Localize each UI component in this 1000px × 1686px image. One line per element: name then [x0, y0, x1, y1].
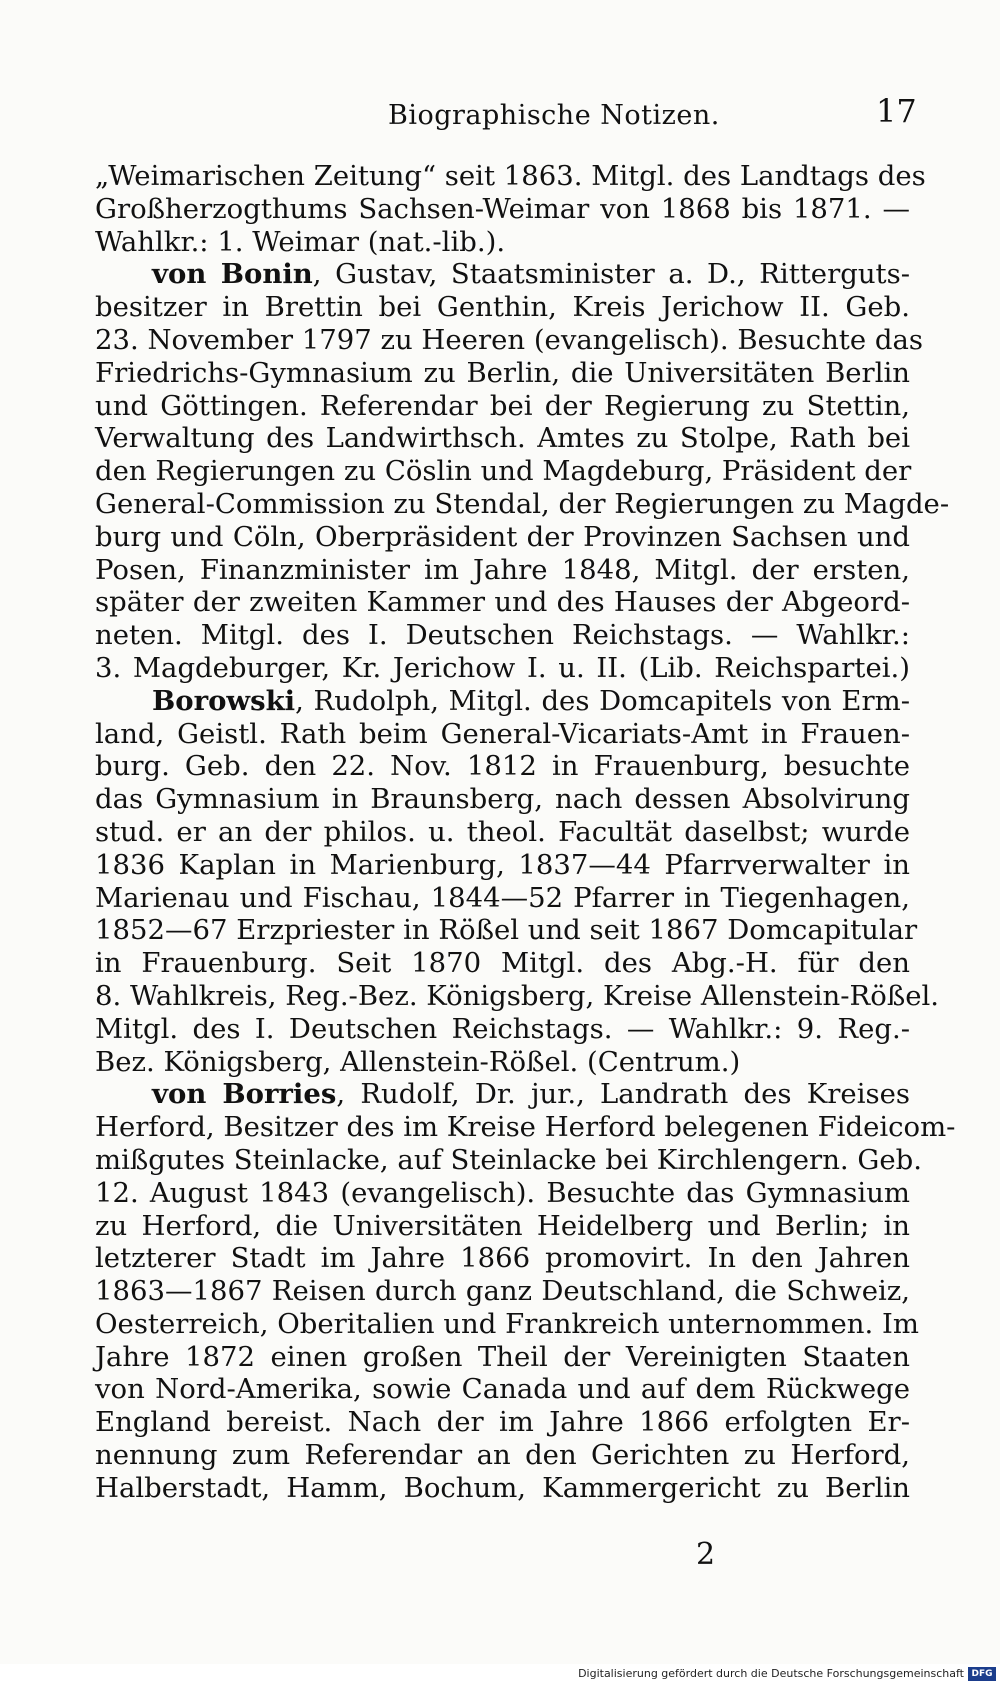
line-text: den Regierungen zu Cöslin und Magdeburg, Präsident der [95, 455, 912, 488]
digitization-footer [0, 1664, 1000, 1686]
text-line [95, 1275, 910, 1308]
line-text: burg. Geb. den 22. Nov. 1812 in Frauenburg, besuchte [95, 750, 910, 783]
text-line [95, 291, 910, 324]
text-line [95, 193, 910, 226]
text-line [95, 1111, 956, 1144]
text-line [95, 226, 910, 259]
text-line [95, 685, 910, 718]
line-text: England bereist. Nach der im Jahre 1866 erfolgten Er- [95, 1406, 910, 1439]
running-title: Biographische Notizen. [388, 100, 720, 131]
line-text: Marienau und Fischau, 1844—52 Pfarrer in Tiegenhagen, [95, 881, 910, 914]
text-line [95, 849, 910, 882]
text-line [95, 323, 923, 357]
text-line [95, 652, 910, 685]
line-text: mißgutes Steinlacke, auf Steinlacke bei Kirchlengern. Geb. [95, 1143, 922, 1176]
footer-credit: Digitalisierung gefördert durch die Deutsche Forschungsgemeinschaft [578, 1667, 964, 1680]
line-text: und Göttingen. Referendar bei der Regierung zu Stettin, [95, 389, 910, 422]
text-line [95, 160, 926, 193]
text-line [95, 1307, 919, 1341]
line-text: in Frauenburg. Seit 1870 Mitgl. des Abg.-H. für den [95, 947, 910, 980]
line-text: 23. November 1797 zu Heeren (evangelisch). Besuchte das [95, 323, 923, 356]
text-line [95, 1078, 910, 1111]
line-text: 1836 Kaplan in Marienburg, 1837—44 Pfarrverwalter in [95, 848, 910, 881]
line-text: Mitgl. des I. Deutschen Reichstags. — Wahlkr.: 9. Reg.- [95, 1012, 910, 1045]
line-text: 1863—1867 Reisen durch ganz Deutschland, die Schweiz, [95, 1275, 910, 1308]
entry-name: von Bonin [152, 258, 313, 291]
text-line [95, 914, 918, 947]
line-text: Posen, Finanzminister im Jahre 1848, Mitgl. der ersten, [95, 553, 910, 586]
line-text: Herford, Besitzer des im Kreise Herford belegenen Fideicom- [95, 1111, 956, 1144]
text-line [95, 422, 910, 455]
line-text: , Rudolf, Dr. jur., Landrath des Kreises [336, 1078, 910, 1111]
text-line [95, 947, 910, 980]
line-text: , Gustav, Staatsminister a. D., Ritterguts- [312, 258, 910, 291]
text-line [95, 554, 910, 587]
text-line [95, 619, 910, 652]
text-line [95, 1046, 910, 1079]
line-text: von Nord-Amerika, sowie Canada und auf dem Rückwege [95, 1373, 910, 1406]
line-text: Halberstadt, Hamm, Bochum, Kammergericht zu Berlin [95, 1471, 910, 1504]
page-header [0, 88, 1000, 138]
text-line [95, 1143, 922, 1177]
line-text: besitzer in Brettin bei Genthin, Kreis Jerichow II. Geb. [95, 291, 910, 324]
text-line [95, 979, 940, 1013]
line-text: zu Herford, die Universitäten Heidelberg und Berlin; in [95, 1209, 910, 1242]
text-line [95, 718, 910, 751]
text-line [95, 1406, 910, 1439]
line-text: Friedrichs-Gymnasium zu Berlin, die Universitäten Berlin [95, 356, 910, 389]
text-line [95, 1013, 910, 1046]
body-text [95, 160, 956, 1505]
text-line [95, 882, 910, 915]
text-line [95, 357, 910, 390]
line-text: letzterer Stadt im Jahre 1866 promovirt. In den Jahren [95, 1242, 910, 1275]
text-line [95, 390, 910, 423]
line-text: nennung zum Referendar an den Gerichten zu Herford, [95, 1439, 910, 1472]
text-line [95, 1177, 910, 1210]
signature-mark: 2 [696, 1537, 716, 1572]
text-line [95, 1210, 910, 1243]
line-text: General-Commission zu Stendal, der Regierungen zu Magde- [95, 487, 950, 520]
text-line [95, 783, 910, 816]
line-text: später der zweiten Kammer und des Hauses der Abgeord- [95, 586, 910, 619]
line-text: neten. Mitgl. des I. Deutschen Reichstags. — Wahlkr.: [95, 619, 910, 652]
text-line [95, 586, 910, 619]
line-text: 3. Magdeburger, Kr. Jerichow I. u. II. (Lib. Reichspartei.) [95, 651, 910, 684]
line-text: Wahlkr.: 1. Weimar (nat.-lib.). [95, 225, 506, 258]
line-text: Großherzogthums Sachsen-Weimar von 1868 bis 1871. — [95, 192, 910, 225]
line-text: burg und Cöln, Oberpräsident der Provinzen Sachsen und [95, 520, 910, 553]
text-line [95, 750, 910, 783]
text-line [95, 521, 910, 554]
dfg-logo-icon: DFG [968, 1667, 996, 1681]
line-text: 1852—67 Erzpriester in Rößel und seit 1867 Domcapitular [95, 914, 918, 947]
page-number: 17 [876, 92, 917, 130]
text-line [95, 1242, 910, 1275]
text-line [95, 1439, 910, 1472]
line-text: , Rudolph, Mitgl. des Domcapitels von Erm- [295, 684, 910, 717]
line-text: stud. er an der philos. u. theol. Facultät daselbst; wurde [95, 815, 910, 848]
entry-name: von Borries [152, 1078, 337, 1111]
text-line [95, 258, 910, 291]
text-line [95, 1373, 910, 1406]
text-line [95, 455, 910, 488]
text-line [95, 816, 910, 849]
line-text: Jahre 1872 einen großen Theil der Vereinigten Staaten [95, 1340, 910, 1373]
line-text: das Gymnasium in Braunsberg, nach dessen Absolvirung [95, 783, 910, 816]
line-text: 12. August 1843 (evangelisch). Besuchte das Gymnasium [95, 1176, 910, 1209]
line-text: „Weimarischen Zeitung“ seit 1863. Mitgl. des Landtags des [95, 160, 926, 192]
line-text: land, Geistl. Rath beim General-Vicariats-Amt in Frauen- [95, 717, 910, 750]
text-line [95, 1341, 910, 1374]
text-line [95, 1472, 910, 1505]
line-text: Bez. Königsberg, Allenstein-Rößel. (Centrum.) [95, 1045, 741, 1078]
line-text: Oesterreich, Oberitalien und Frankreich unternommen. Im [95, 1307, 919, 1340]
line-text: Verwaltung des Landwirthsch. Amtes zu Stolpe, Rath bei [95, 422, 910, 455]
line-text: 8. Wahlkreis, Reg.-Bez. Königsberg, Kreise Allenstein-Rößel. [95, 979, 940, 1012]
text-line [95, 487, 950, 521]
entry-name: Borowski [152, 684, 296, 717]
